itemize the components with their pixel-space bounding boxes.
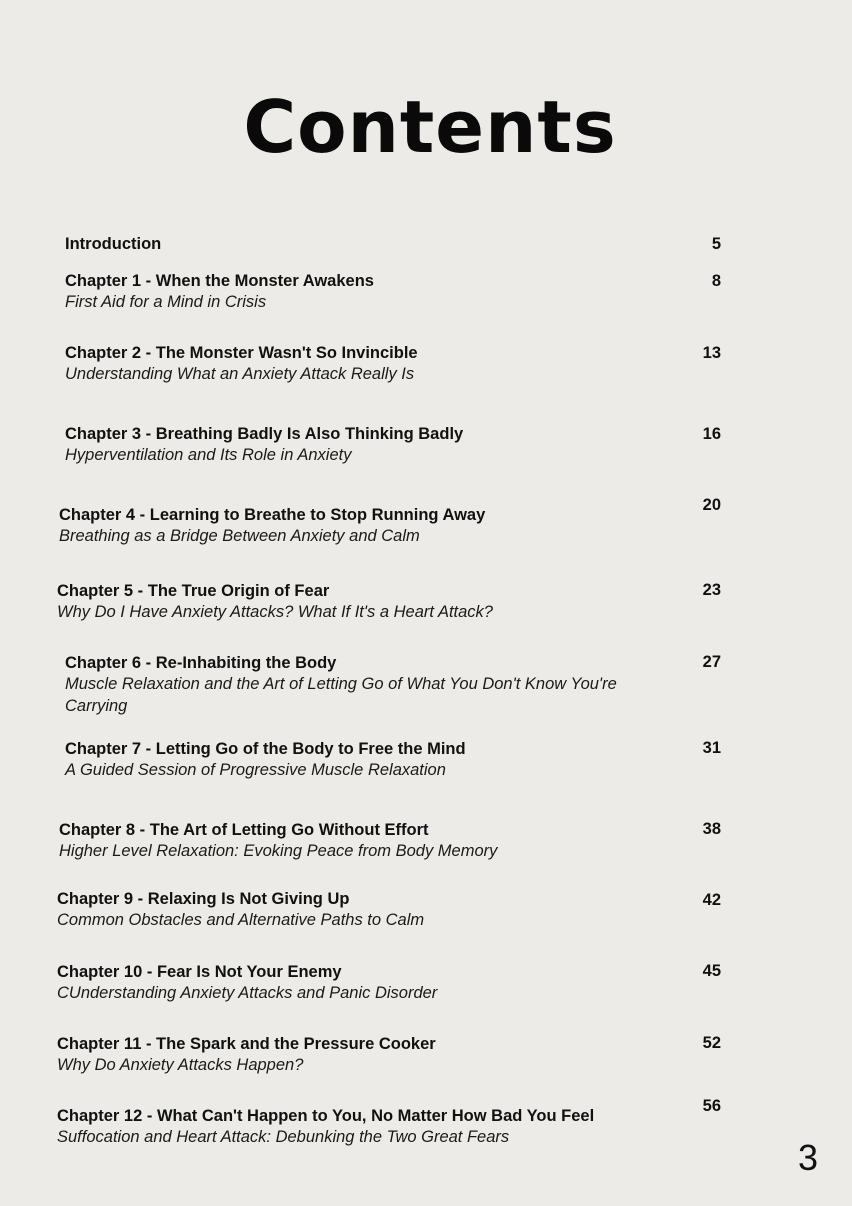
toc-entry-subtitle: A Guided Session of Progressive Muscle Relaxation (65, 761, 446, 779)
toc-entry-subtitle: Why Do I Have Anxiety Attacks? What If It's a Heart Attack? (57, 603, 493, 621)
toc-entry-title: Chapter 12 - What Can't Happen to You, No Matter How Bad You Feel (57, 1107, 595, 1125)
toc-entry-subtitle: Muscle Relaxation and the Art of Letting Go of What You Don't Know You're Carrying (65, 675, 617, 715)
toc-entry-page: 16 (702, 425, 721, 443)
toc-entry[interactable] (57, 1033, 657, 1077)
page-number: 3 (797, 1137, 818, 1178)
toc-entry-subtitle: Common Obstacles and Alternative Paths to Calm (57, 911, 425, 929)
toc-entry[interactable] (65, 423, 665, 467)
toc-entry-page: 27 (702, 653, 721, 671)
toc-entry-subtitle: Hyperventilation and Its Role in Anxiety (65, 446, 352, 464)
toc-entry[interactable] (59, 819, 659, 863)
toc-entry[interactable] (65, 738, 665, 782)
toc-entry-page: 31 (702, 739, 721, 757)
toc-entry[interactable] (65, 652, 635, 717)
toc-entry[interactable] (59, 504, 659, 548)
toc-entry-title: Chapter 4 - Learning to Breathe to Stop Running Away (59, 506, 486, 524)
toc-entry-title: Chapter 10 - Fear Is Not Your Enemy (57, 963, 342, 981)
toc-entry-page: 13 (702, 344, 721, 362)
toc-entry-title: Chapter 1 - When the Monster Awakens (65, 272, 374, 290)
toc-entry-title: Chapter 3 - Breathing Badly Is Also Thinking Badly (65, 425, 464, 443)
toc-entry-page: 45 (702, 962, 721, 980)
toc-entry-title: Chapter 7 - Letting Go of the Body to Free the Mind (65, 740, 466, 758)
toc-entry[interactable] (65, 233, 665, 255)
toc-entry-page: 38 (702, 820, 721, 838)
toc-entry-title: Chapter 9 - Relaxing Is Not Giving Up (57, 890, 350, 908)
toc-entry-title: Chapter 6 - Re-Inhabiting the Body (65, 654, 337, 672)
toc-entry-title: Chapter 2 - The Monster Wasn't So Invincible (65, 344, 418, 362)
toc-entry-subtitle: Suffocation and Heart Attack: Debunking the Two Great Fears (57, 1128, 510, 1146)
toc-entry-page: 20 (702, 496, 721, 514)
toc-entry-subtitle: Breathing as a Bridge Between Anxiety and Calm (59, 527, 420, 545)
toc-entry-page: 56 (702, 1097, 721, 1115)
toc-entry-title: Chapter 8 - The Art of Letting Go Without Effort (59, 821, 429, 839)
toc-entry-subtitle: First Aid for a Mind in Crisis (65, 293, 267, 311)
toc-entry[interactable] (57, 888, 657, 932)
toc-entry[interactable] (65, 342, 665, 386)
toc-entry-page: 8 (711, 272, 721, 290)
toc-entry-page: 23 (702, 581, 721, 599)
toc-entry-subtitle: CUnderstanding Anxiety Attacks and Panic Disorder (57, 984, 438, 1002)
toc-entry-title: Introduction (65, 235, 162, 253)
toc-entry-subtitle: Higher Level Relaxation: Evoking Peace from Body Memory (59, 842, 498, 860)
toc-entry-subtitle: Understanding What an Anxiety Attack Really Is (65, 365, 415, 383)
toc-entry[interactable] (65, 270, 665, 314)
toc-entry[interactable] (57, 961, 657, 1005)
toc-entry-page: 42 (702, 891, 721, 909)
toc-entry-subtitle: Why Do Anxiety Attacks Happen? (57, 1056, 304, 1074)
toc-entry[interactable] (57, 1105, 657, 1149)
toc-entry-title: Chapter 5 - The True Origin of Fear (57, 582, 330, 600)
page-title: Contents (243, 85, 617, 169)
toc-entry-page: 5 (711, 235, 721, 253)
toc-entry[interactable] (57, 580, 657, 624)
toc-entry-title: Chapter 11 - The Spark and the Pressure Cooker (57, 1035, 436, 1053)
toc-entry-page: 52 (702, 1034, 721, 1052)
